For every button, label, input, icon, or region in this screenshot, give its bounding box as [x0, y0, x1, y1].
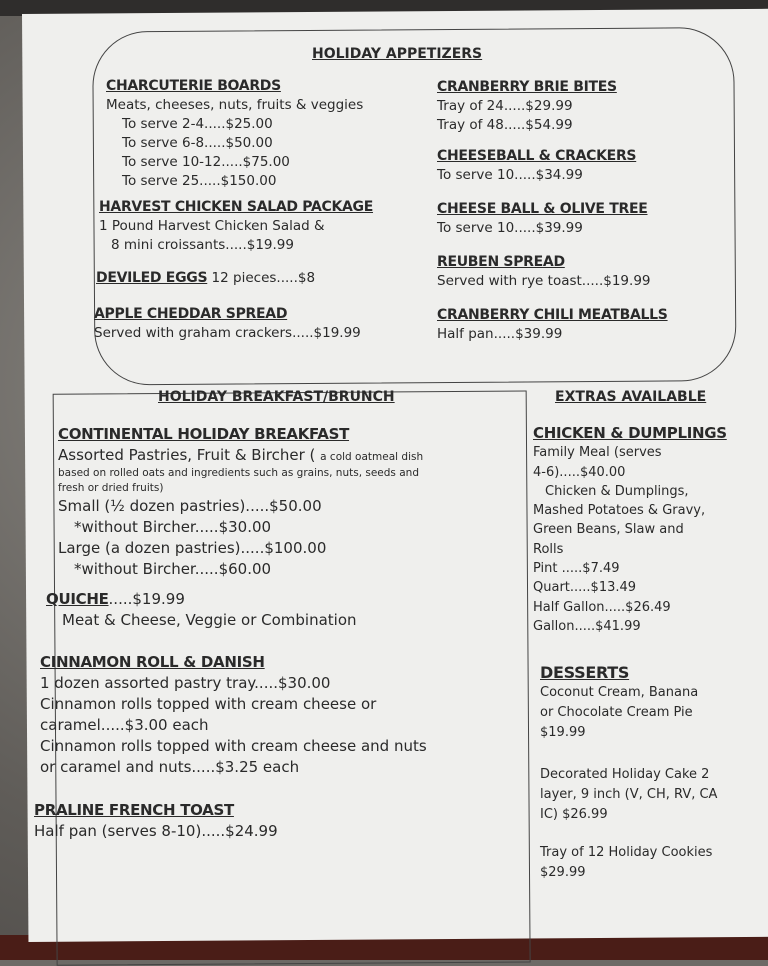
- item-desc: Served with graham crackers.....$19.99: [94, 325, 361, 341]
- olive-section: [437, 200, 648, 238]
- item-price: .....$19.99: [108, 590, 185, 608]
- brie-section: [437, 78, 617, 135]
- item-line: 1 dozen assorted pastry tray.....$30.00: [40, 674, 331, 692]
- item-desc: To serve 10.....$39.99: [437, 220, 583, 236]
- price-line: Large (a dozen pastries).....$100.00: [58, 539, 327, 557]
- dumplings-section: [533, 424, 727, 636]
- item-desc: Half pan.....$39.99: [437, 326, 563, 342]
- cheeseball-section: [437, 147, 636, 185]
- reuben-section: [437, 253, 651, 291]
- item-note: a cold oatmeal dish: [320, 451, 424, 463]
- price-line: To serve 10-12.....$75.00: [122, 154, 290, 170]
- price-line: Quart.....$13.49: [533, 580, 637, 596]
- item-line: $19.99: [540, 725, 586, 740]
- item-line: Cinnamon rolls topped with cream cheese or: [40, 695, 377, 713]
- price-line: Pint .....$7.49: [533, 561, 620, 577]
- apple-section: [94, 305, 361, 343]
- item-name: APPLE CHEDDAR SPREAD: [94, 306, 288, 322]
- item-desc: Meats, cheeses, nuts, fruits & veggies: [106, 97, 364, 113]
- extras-title: EXTRAS AVAILABLE: [555, 389, 707, 405]
- cookies-line: $29.99: [540, 865, 586, 880]
- item-desc: Assorted Pastries, Fruit & Bircher (: [58, 446, 316, 464]
- item-line: Cinnamon rolls topped with cream cheese and nuts: [40, 737, 427, 755]
- price-line: To serve 2-4.....$25.00: [122, 116, 273, 132]
- item-name: CHARCUTERIE BOARDS: [106, 78, 281, 94]
- item-line: Family Meal (serves: [533, 445, 662, 461]
- item-line: or caramel and nuts.....$3.25 each: [40, 758, 300, 776]
- cake-line: Decorated Holiday Cake 2: [540, 767, 710, 782]
- item-name: CRANBERRY CHILI MEATBALLS: [437, 307, 668, 323]
- item-line: 4-6).....$40.00: [533, 464, 626, 480]
- item-name: PRALINE FRENCH TOAST: [34, 801, 234, 819]
- cake-line: layer, 9 inch (V, CH, RV, CA: [540, 787, 718, 802]
- item-name: CINNAMON ROLL & DANISH: [40, 653, 265, 671]
- desserts-section: [540, 663, 717, 883]
- item-line: Green Beans, Slaw and: [533, 522, 684, 538]
- price-line: *without Bircher.....$30.00: [74, 518, 272, 536]
- item-name: CHEESEBALL & CRACKERS: [437, 148, 637, 164]
- item-desc: 1 Pound Harvest Chicken Salad &: [99, 218, 325, 234]
- item-name: DESSERTS: [540, 663, 630, 682]
- praline-section: [34, 800, 278, 842]
- quiche-section: [46, 589, 357, 631]
- item-note: based on rolled oats and ingredients such as grains, nuts, seeds and: [58, 467, 419, 479]
- continental-section: [58, 424, 423, 580]
- cinnamon-section: [40, 652, 427, 778]
- price-line: Tray of 48.....$54.99: [437, 117, 573, 133]
- charcuterie-section: [106, 77, 363, 191]
- item-line: Rolls: [533, 541, 564, 557]
- item-name: REUBEN SPREAD: [437, 254, 565, 270]
- price-line: *without Bircher.....$60.00: [74, 560, 272, 578]
- appetizers-title: HOLIDAY APPETIZERS: [312, 46, 483, 62]
- item-line: or Chocolate Cream Pie: [540, 705, 693, 720]
- item-name: CRANBERRY BRIE BITES: [437, 79, 617, 95]
- item-desc: 8 mini croissants.....$19.99: [111, 237, 294, 253]
- item-desc: Served with rye toast.....$19.99: [437, 273, 651, 289]
- item-note: fresh or dried fruits): [58, 482, 164, 494]
- price-line: Half Gallon.....$26.49: [533, 599, 671, 615]
- item-desc: To serve 10.....$34.99: [437, 167, 583, 183]
- price-line: Tray of 24.....$29.99: [437, 98, 573, 114]
- item-name: CHICKEN & DUMPLINGS: [533, 424, 727, 442]
- item-line: Chicken & Dumplings,: [545, 483, 689, 499]
- price-line: Gallon.....$41.99: [533, 618, 641, 634]
- breakfast-title: HOLIDAY BREAKFAST/BRUNCH: [158, 389, 395, 405]
- price-line: To serve 25.....$150.00: [122, 173, 277, 189]
- cookies-line: Tray of 12 Holiday Cookies: [540, 845, 713, 860]
- deviled-section: [96, 269, 315, 288]
- meatballs-section: [437, 306, 668, 344]
- price-line: To serve 6-8.....$50.00: [122, 135, 273, 151]
- item-desc: Meat & Cheese, Veggie or Combination: [62, 611, 357, 629]
- cake-line: IC) $26.99: [540, 807, 608, 822]
- item-name: HARVEST CHICKEN SALAD PACKAGE: [99, 199, 374, 215]
- item-name: CHEESE BALL & OLIVE TREE: [437, 201, 648, 217]
- price-line: Small (½ dozen pastries).....$50.00: [58, 497, 322, 515]
- item-line: caramel.....$3.00 each: [40, 716, 209, 734]
- item-name: QUICHE: [46, 590, 109, 608]
- item-line: Coconut Cream, Banana: [540, 685, 699, 700]
- item-name: DEVILED EGGS: [96, 270, 208, 286]
- harvest-section: [99, 198, 373, 255]
- item-line: Mashed Potatoes & Gravy,: [533, 503, 706, 519]
- item-name: CONTINENTAL HOLIDAY BREAKFAST: [58, 425, 350, 443]
- item-desc: 12 pieces.....$8: [211, 270, 316, 286]
- item-desc: Half pan (serves 8-10).....$24.99: [34, 822, 278, 840]
